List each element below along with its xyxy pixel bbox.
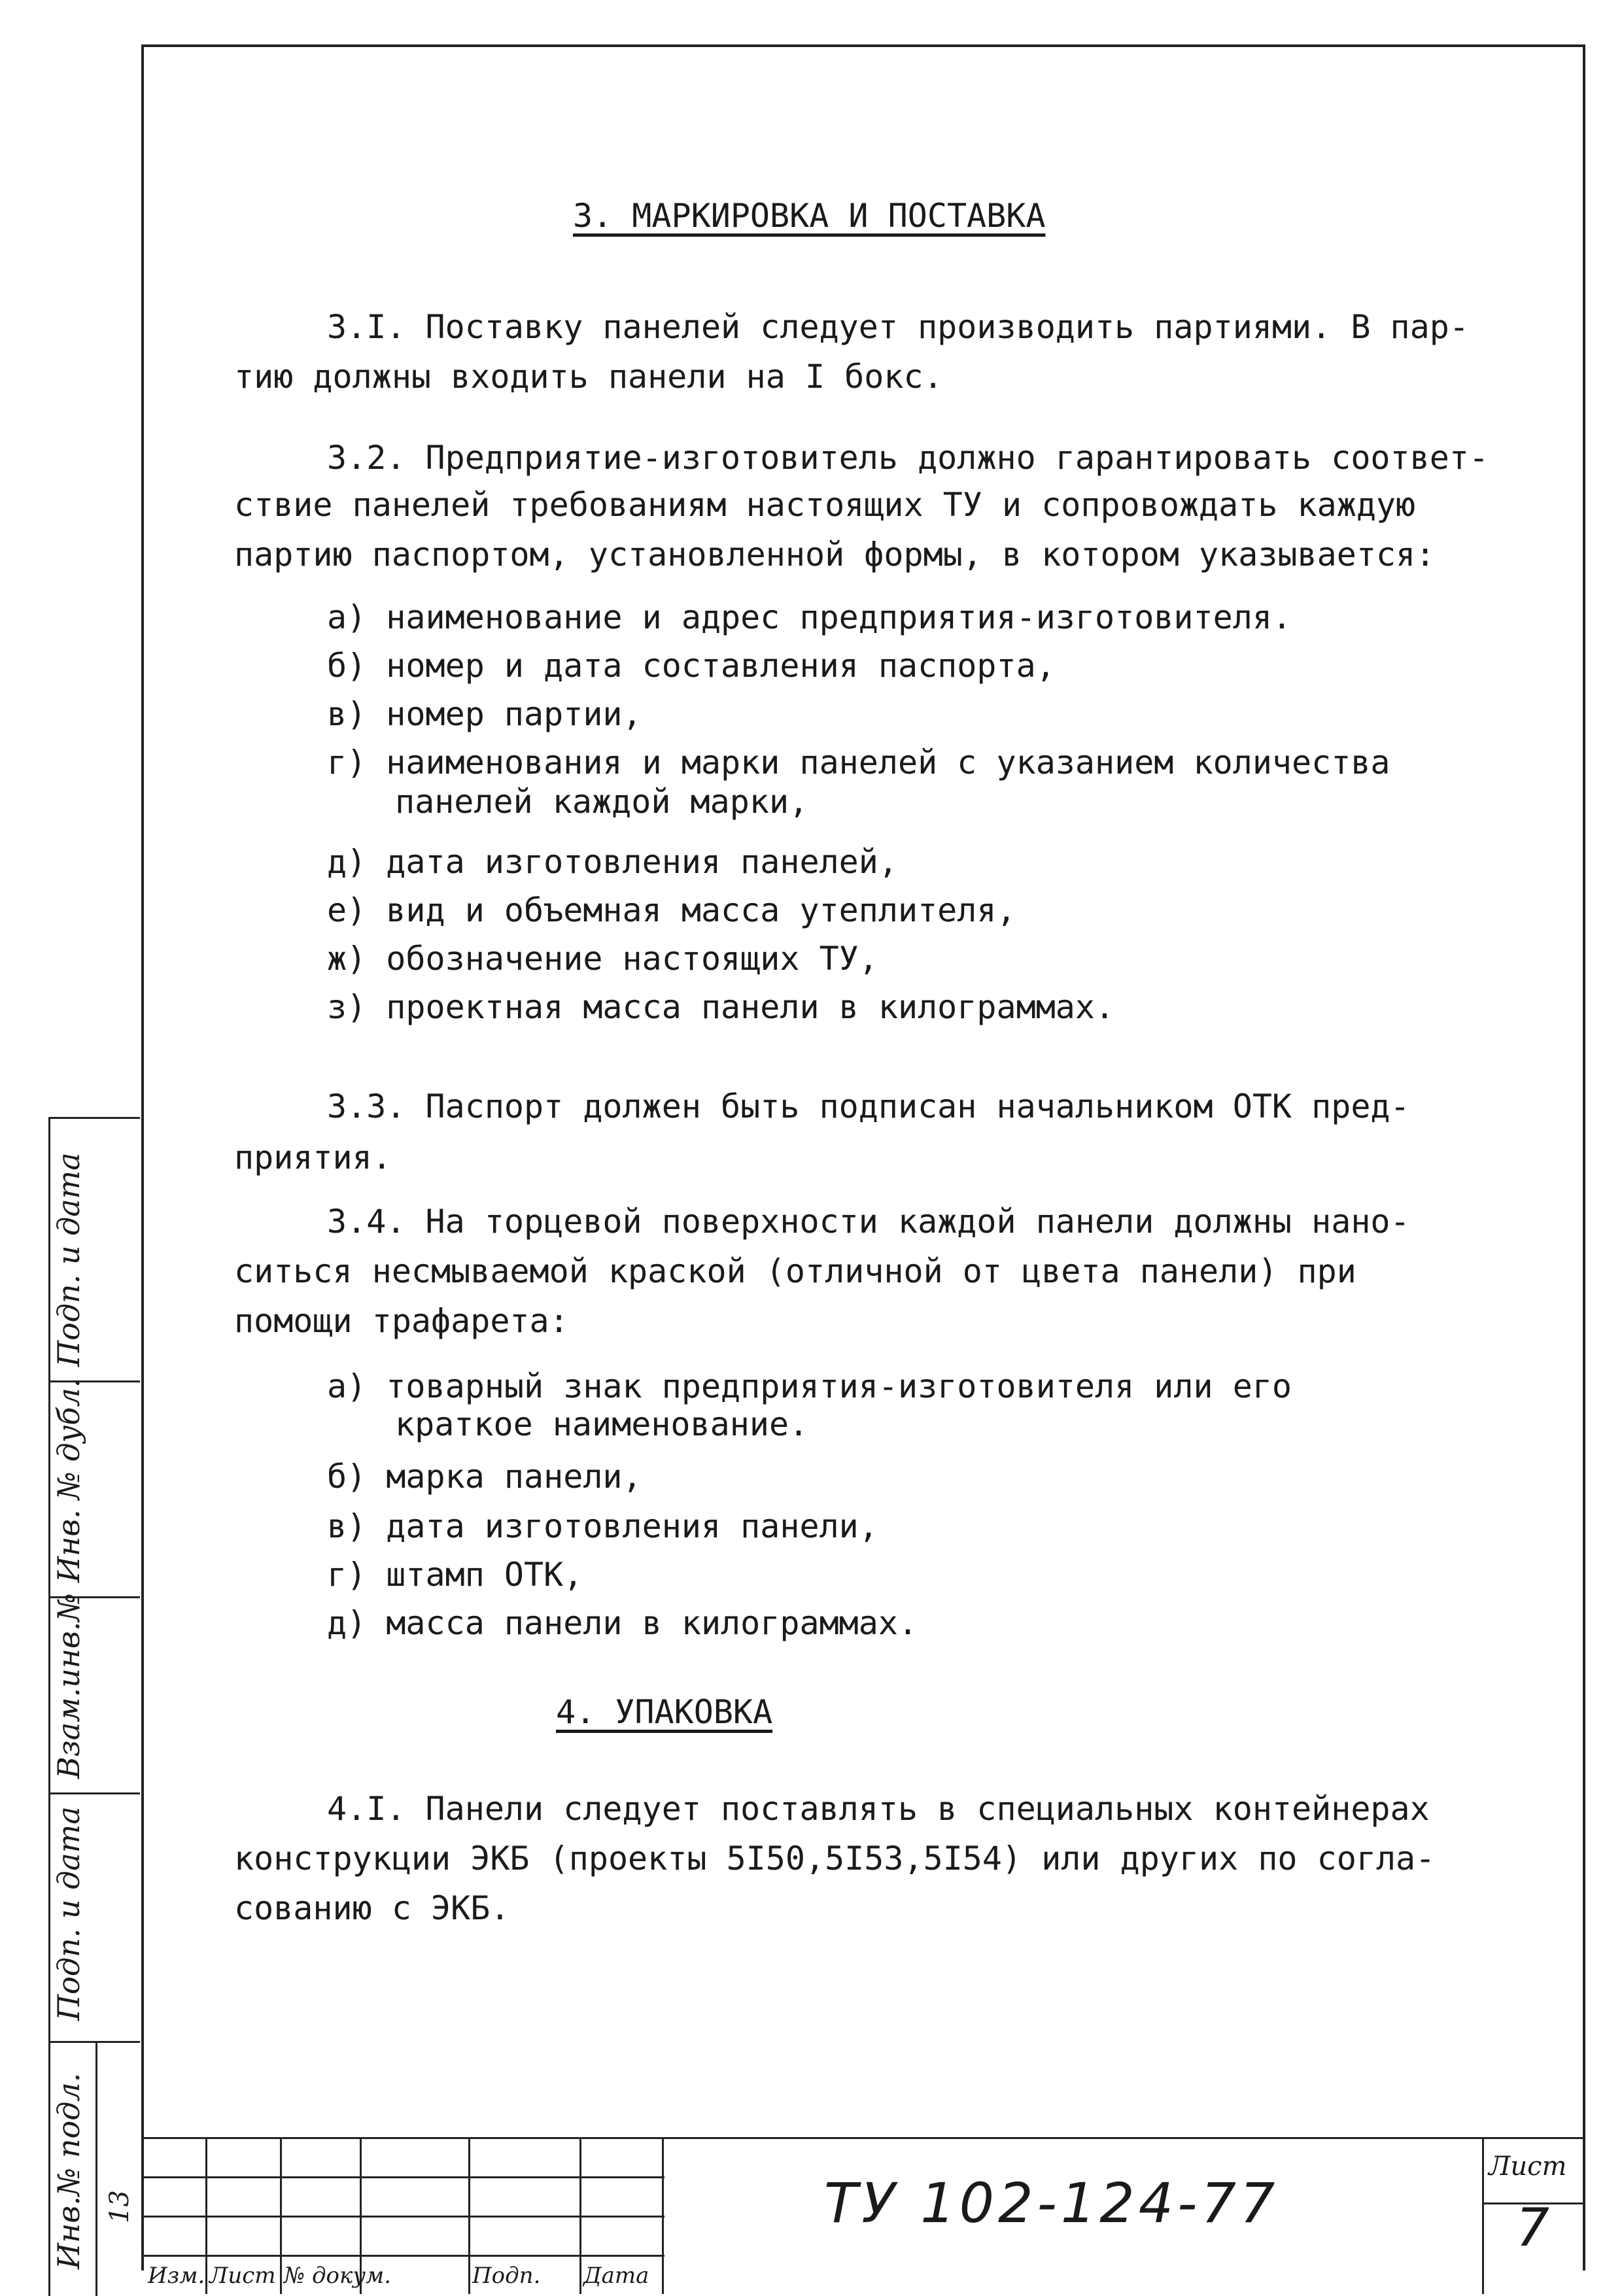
sheet-number: 7 xyxy=(1516,2197,1549,2258)
side-label-orig-inv: Инв.№ подл. xyxy=(51,2072,86,2269)
paragraph-3-4-line-3: помощи трафарета: xyxy=(234,1302,569,1340)
side-label-dup-inv: Инв. № дубл. xyxy=(51,1378,86,1583)
list-item: в) номер партии, xyxy=(327,695,642,733)
col-label-date: Дата xyxy=(583,2263,649,2289)
sheet-label: Лист xyxy=(1489,2151,1567,2182)
list-item-continuation: краткое наименование. xyxy=(395,1405,809,1443)
side-label-sign-date-2: Подп. и дата xyxy=(51,1806,86,2021)
side-handwritten-number: 13 xyxy=(105,2190,135,2223)
paragraph-3-1-line-2: тию должны входить панели на I бокс. xyxy=(234,358,943,396)
list-item: в) дата изготовления панели, xyxy=(327,1507,878,1545)
paragraph-4-1-line-3: сованию с ЭКБ. xyxy=(234,1889,510,1927)
side-label-replace-inv: Взам.инв.№ xyxy=(51,1593,86,1779)
list-item-continuation: панелей каждой марки, xyxy=(395,783,809,821)
list-item: а) товарный знак предприятия-изготовителя или его xyxy=(327,1367,1292,1405)
section-4-heading: 4. УПАКОВКА xyxy=(556,1693,773,1731)
paragraph-3-4-line-1: 3.4. На торцевой поверхности каждой панели должны нано- xyxy=(327,1203,1410,1241)
paragraph-3-3-line-1: 3.3. Паспорт должен быть подписан начальником ОТК пред- xyxy=(327,1088,1410,1125)
list-item: ж) обозначение настоящих ТУ, xyxy=(327,940,878,978)
list-item: г) наименования и марки панелей с указанием количества xyxy=(327,744,1390,781)
document-code: ТУ 102-124-77 xyxy=(824,2171,1279,2235)
list-item: з) проектная масса панели в килограммах. xyxy=(327,988,1115,1026)
side-label-sign-date: Подп. и дата xyxy=(51,1152,86,1367)
col-label-sheet: Лист xyxy=(209,2263,276,2289)
col-label-doc-number: № докум. xyxy=(284,2263,392,2289)
paragraph-4-1-line-2: конструкции ЭКБ (проекты 5I50,5I53,5I54) или других по согла- xyxy=(234,1840,1436,1877)
paragraph-3-2-line-1: 3.2. Предприятие-изготовитель должно гарантировать соответ- xyxy=(327,439,1489,477)
paragraph-3-2-line-2: ствие панелей требованиям настоящих ТУ и сопровождать каждую xyxy=(234,486,1416,524)
list-item: е) вид и объемная масса утеплителя, xyxy=(327,891,1016,929)
paragraph-3-3-line-2: приятия. xyxy=(234,1139,392,1176)
list-item: б) марка панели, xyxy=(327,1458,642,1496)
list-item: д) масса панели в килограммах. xyxy=(327,1604,918,1642)
list-item: д) дата изготовления панелей, xyxy=(327,843,898,881)
paragraph-4-1-line-1: 4.I. Панели следует поставлять в специальных контейнерах xyxy=(327,1790,1430,1828)
paragraph-3-4-line-2: ситься несмываемой краской (отличной от цвета панели) при xyxy=(234,1252,1356,1290)
paragraph-3-2-line-3: партию паспортом, установленной формы, в котором указывается: xyxy=(234,536,1436,574)
paragraph-3-1-line-1: 3.I. Поставку панелей следует производить партиями. В пар- xyxy=(327,308,1469,346)
list-item: б) номер и дата составления паспорта, xyxy=(327,647,1056,685)
list-item: а) наименование и адрес предприятия-изготовителя. xyxy=(327,598,1292,636)
section-3-heading: 3. МАРКИРОВКА И ПОСТАВКА xyxy=(573,197,1046,235)
list-item: г) штамп ОТК, xyxy=(327,1556,583,1594)
col-label-signature: Подп. xyxy=(472,2263,541,2289)
col-label-change: Изм. xyxy=(148,2263,205,2289)
